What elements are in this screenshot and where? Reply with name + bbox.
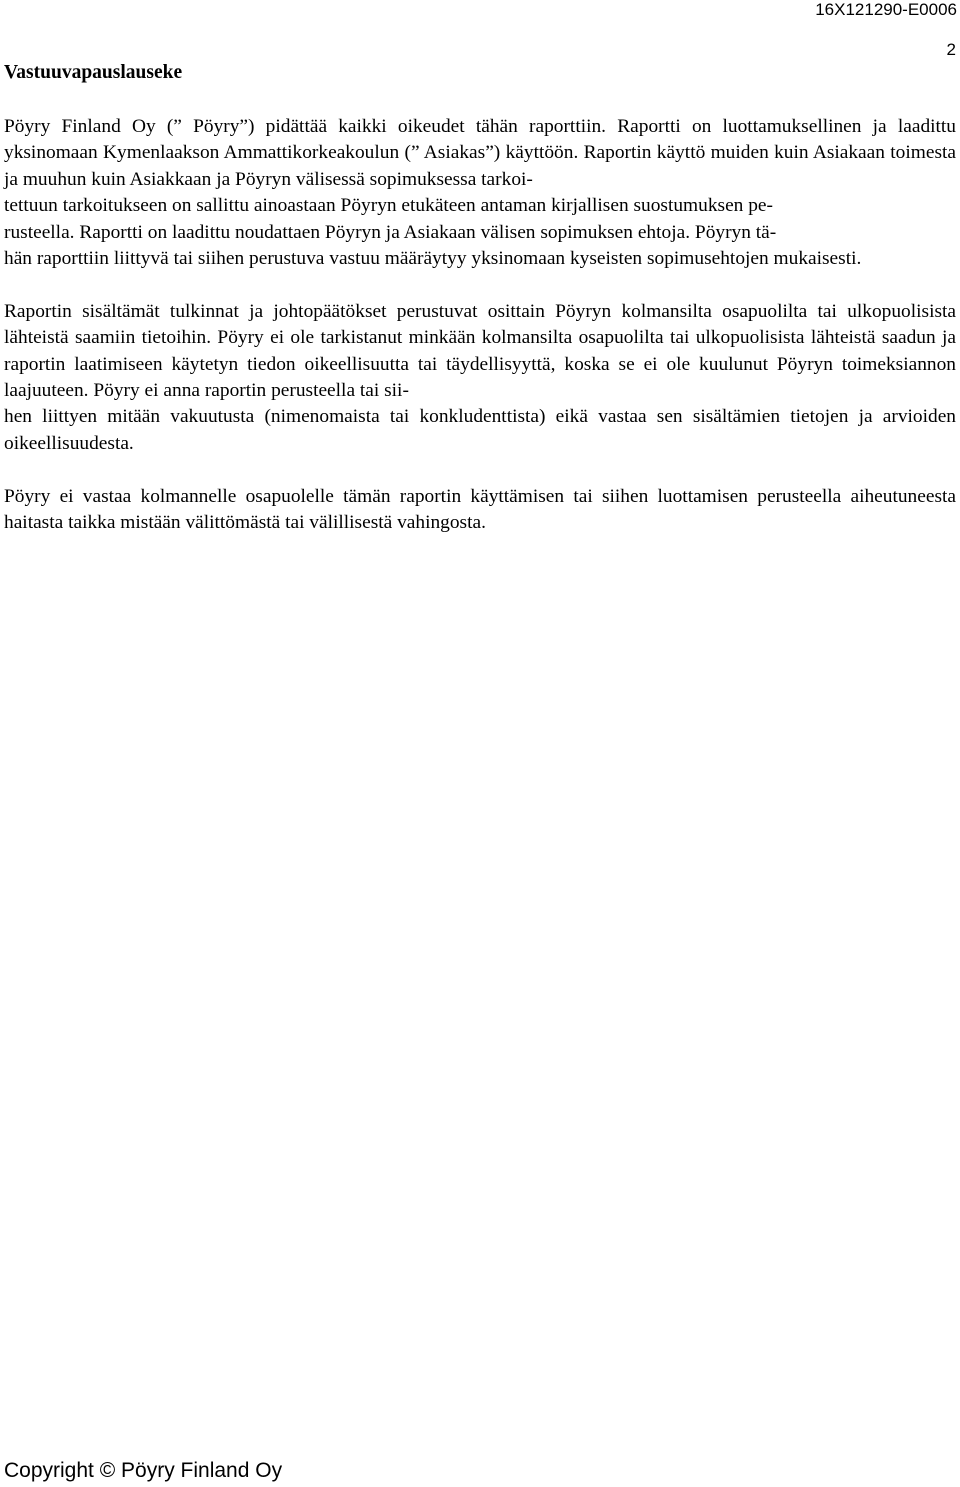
- page-title: Vastuuvapauslauseke: [4, 62, 183, 83]
- page-number: 2: [946, 40, 956, 59]
- disclaimer-body: [4, 114, 956, 563]
- paragraph-rights: Pöyry Finland Oy (” Pöyry”) pidättää kaikki oikeudet tähän raporttiin. Raportti on luottamuksellinen ja laadittu yksinomaan Kymenlaakson Ammattikorkeakoulun (” Asiakas”) käyttöön. Raportin käyttö muiden kuin Asiakaan toimesta ja muuhun kuin Asiakkaan ja Pöyryn välisessä sopimuksessa tarkoi- tettuun tarkoitukseen on sallittu ainoastaan Pöyryn etukäteen antaman kirjallisen suostumuksen pe- rusteella. Raportti on laadittu noudattaen Pöyryn ja Asiakaan välisen sopimuksen ehtoja. Pöyryn tä- hän raporttiin liittyvä tai siihen perustuva vastuu määräytyy yksinomaan kyseisten sopimusehtojen mukaisesti.: [4, 116, 956, 270]
- copyright-footer: Copyright © Pöyry Finland Oy: [4, 1459, 283, 1482]
- document-id: 16X121290-E0006: [815, 0, 957, 19]
- paragraph-sources: Raportin sisältämät tulkinnat ja johtopäätökset perustuvat osittain Pöyryn kolmansilta osapuolilta tai ulkopuolisista lähteistä saamiin tietoihin. Pöyry ei ole tarkistanut minkään kolmansilta osapuolilta tai ulkopuolisista lähteistä saadun ja raportin laatimiseen käytetyn tiedon oikeellisuutta tai täydellisyyttä, koska se ei ole kuulunut Pöyryn toimeksiannon laajuuteen. Pöyry ei anna raportin perusteella tai sii- hen liittyen mitään vakuutusta (nimenomaista tai konkludenttista) eikä vastaa sen sisältämien tietojen ja arvioiden oikeellisuudesta.: [4, 300, 956, 454]
- paragraph-liability: Pöyry ei vastaa kolmannelle osapuolelle tämän raportin käyttämisen tai siihen luottamisen perusteella aiheutuneesta haitasta taikka mistään välittömästä tai välillisestä vahingosta.: [4, 485, 956, 534]
